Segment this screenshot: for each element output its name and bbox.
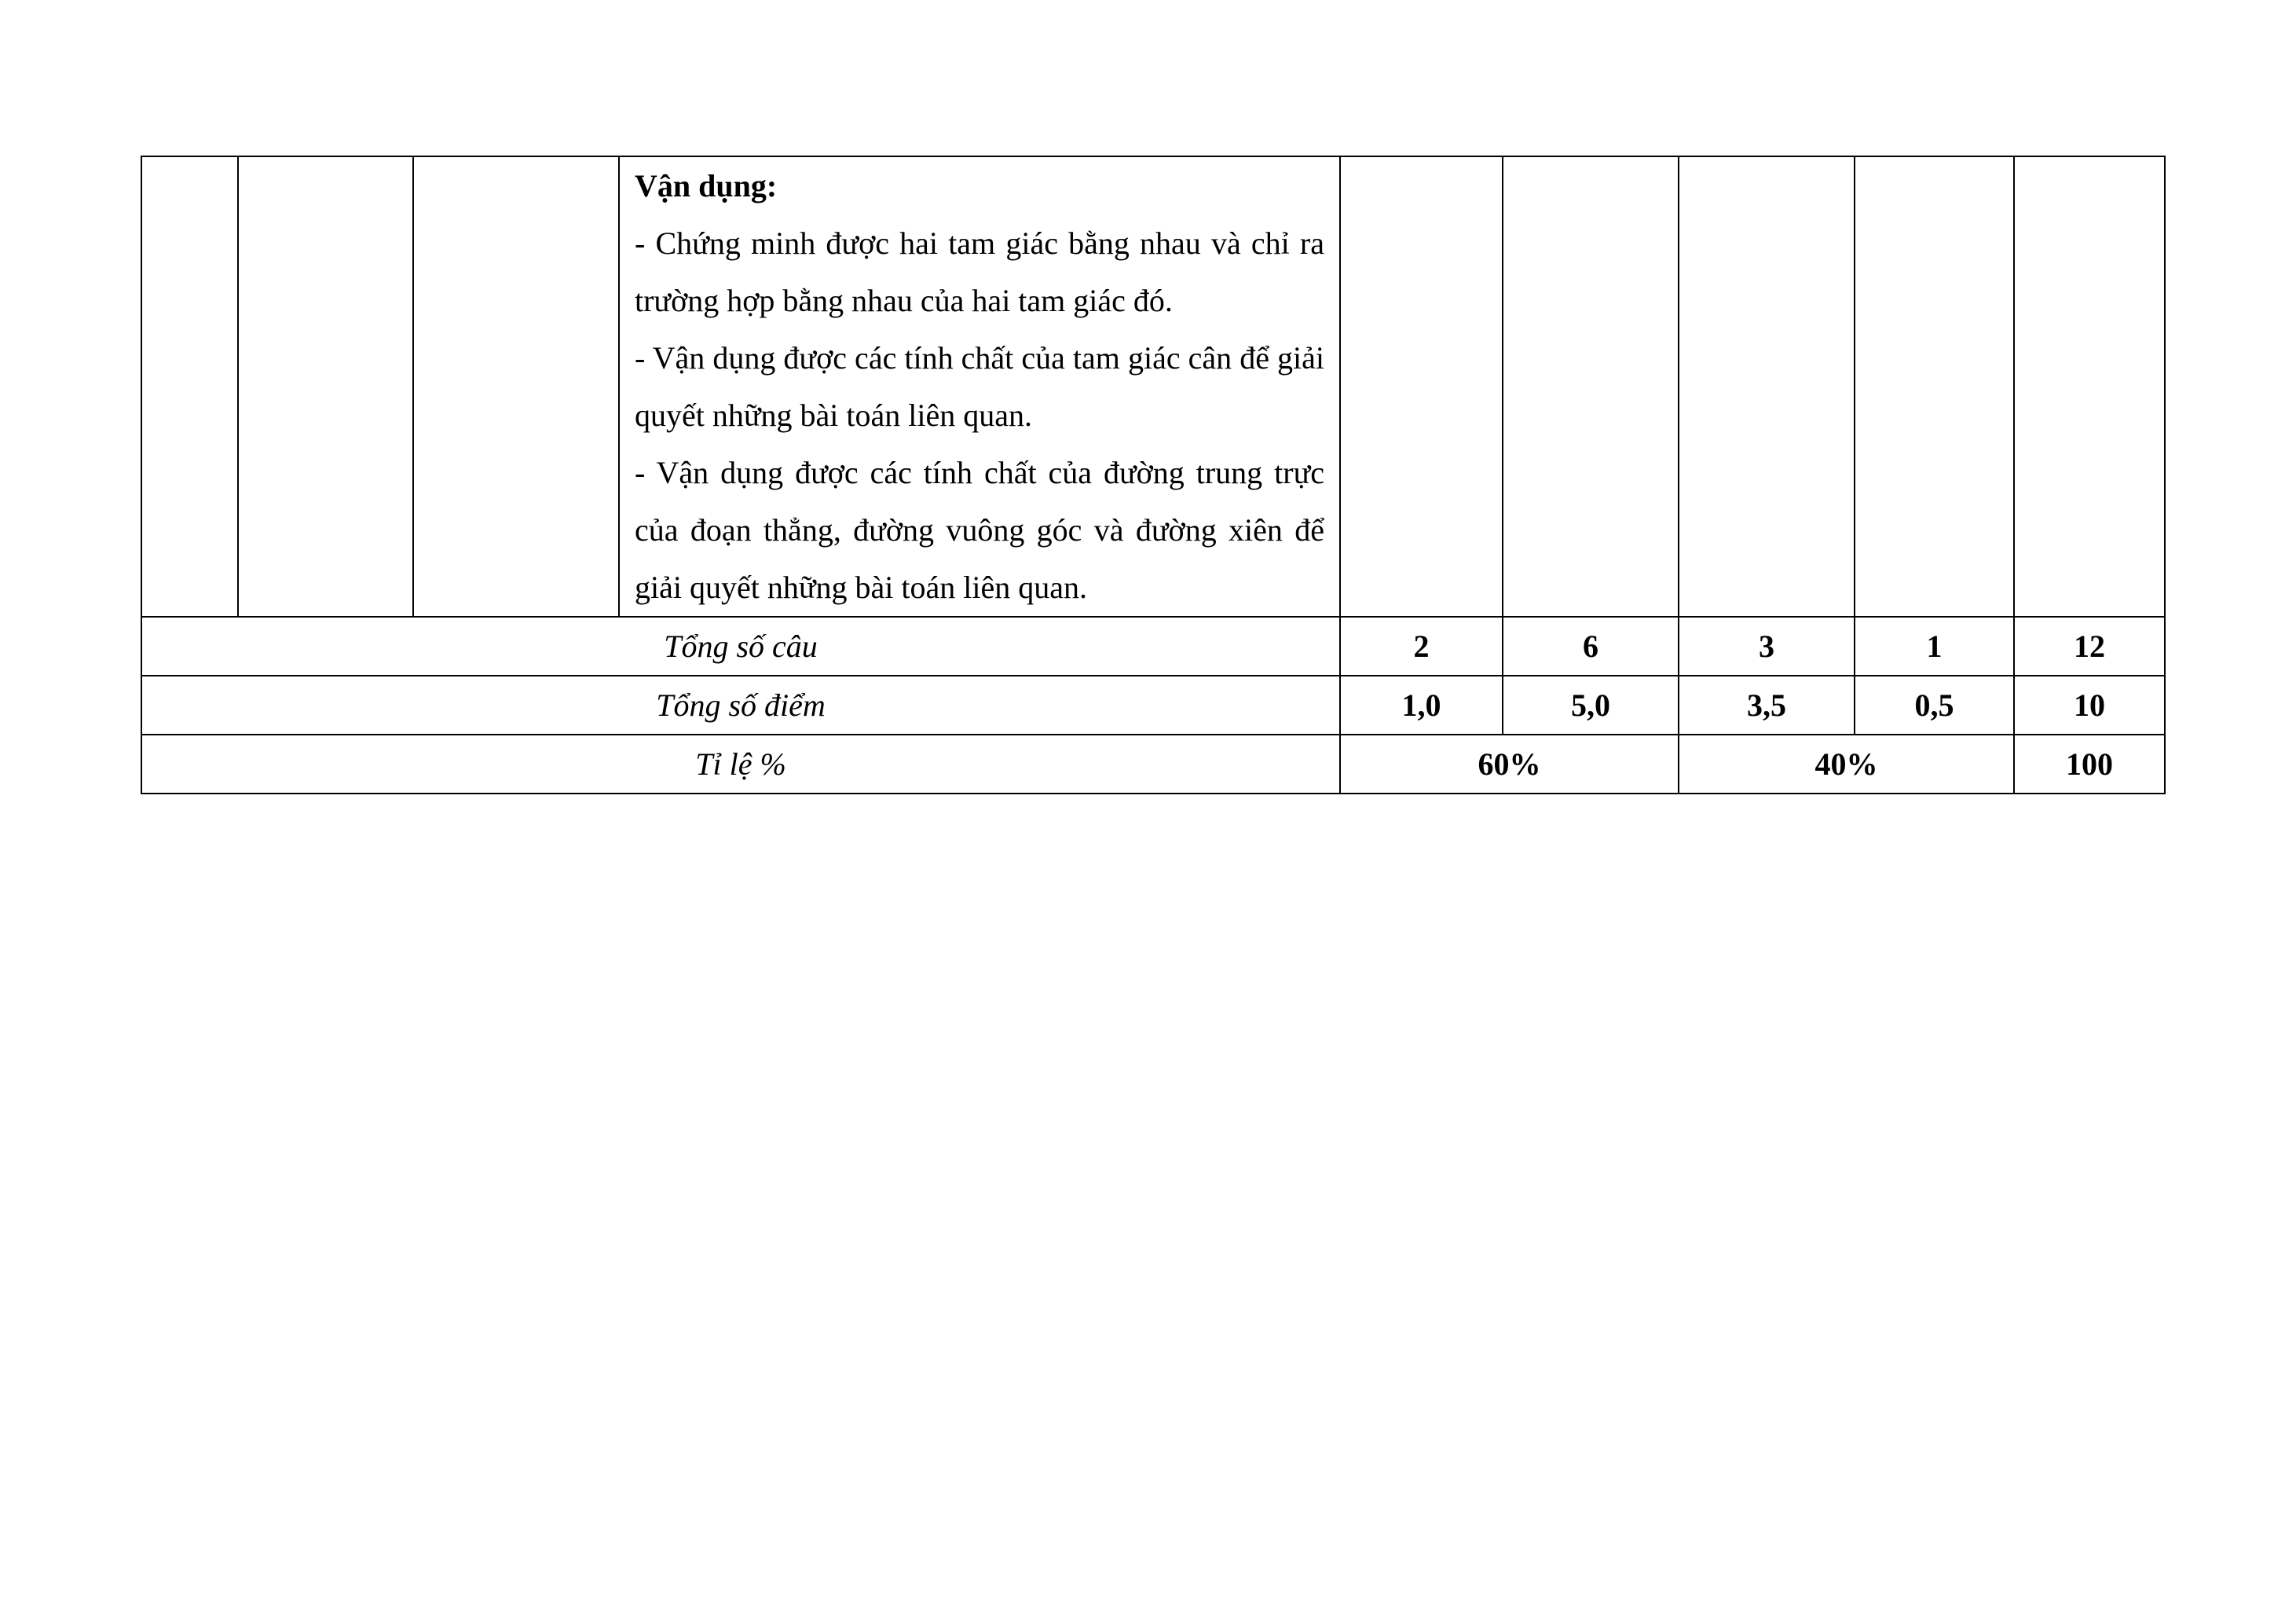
- requirement-item-1: - Chứng minh được hai tam giác bằng nhau và chỉ ra trường hợp bằng nhau của hai tam giác đó.: [635, 225, 1324, 318]
- table-row-ratio: [141, 735, 2165, 794]
- table-row-content: [141, 156, 2165, 617]
- assessment-matrix-table: [141, 156, 2166, 794]
- total-questions-value: 6: [1503, 617, 1679, 676]
- total-points-value: 3,5: [1679, 676, 1855, 735]
- table-row-total-questions: [141, 617, 2165, 676]
- cell-empty-7: [1855, 156, 2014, 617]
- requirements-heading: Vận dụng:: [635, 168, 778, 203]
- cell-requirements: [619, 156, 1340, 617]
- cell-empty-3: [413, 156, 619, 617]
- total-points-value: 1,0: [1340, 676, 1503, 735]
- total-points-value: 5,0: [1503, 676, 1679, 735]
- ratio-total-value: 100: [2014, 735, 2165, 794]
- total-questions-value: 3: [1679, 617, 1855, 676]
- ratio-value: 60%: [1340, 735, 1679, 794]
- cell-empty-4: [1340, 156, 1503, 617]
- table-row-total-points: [141, 676, 2165, 735]
- total-points-label: Tổng số điểm: [141, 676, 1340, 735]
- cell-empty-1: [141, 156, 238, 617]
- cell-empty-5: [1503, 156, 1679, 617]
- ratio-label: Tỉ lệ %: [141, 735, 1340, 794]
- total-points-value: 0,5: [1855, 676, 2014, 735]
- requirement-item-3: - Vận dụng được các tính chất của đường trung trực của đoạn thẳng, đường vuông góc và đường xiên để giải quyết những bài toán liên quan.: [635, 455, 1324, 605]
- total-questions-value: 2: [1340, 617, 1503, 676]
- total-questions-value: 12: [2014, 617, 2165, 676]
- total-questions-value: 1: [1855, 617, 2014, 676]
- cell-empty-6: [1679, 156, 1855, 617]
- cell-empty-8: [2014, 156, 2165, 617]
- total-points-value: 10: [2014, 676, 2165, 735]
- ratio-value: 40%: [1679, 735, 2014, 794]
- requirement-item-2: - Vận dụng được các tính chất của tam giác cân để giải quyết những bài toán liên quan.: [635, 340, 1324, 433]
- total-questions-label: Tổng số câu: [141, 617, 1340, 676]
- cell-empty-2: [238, 156, 413, 617]
